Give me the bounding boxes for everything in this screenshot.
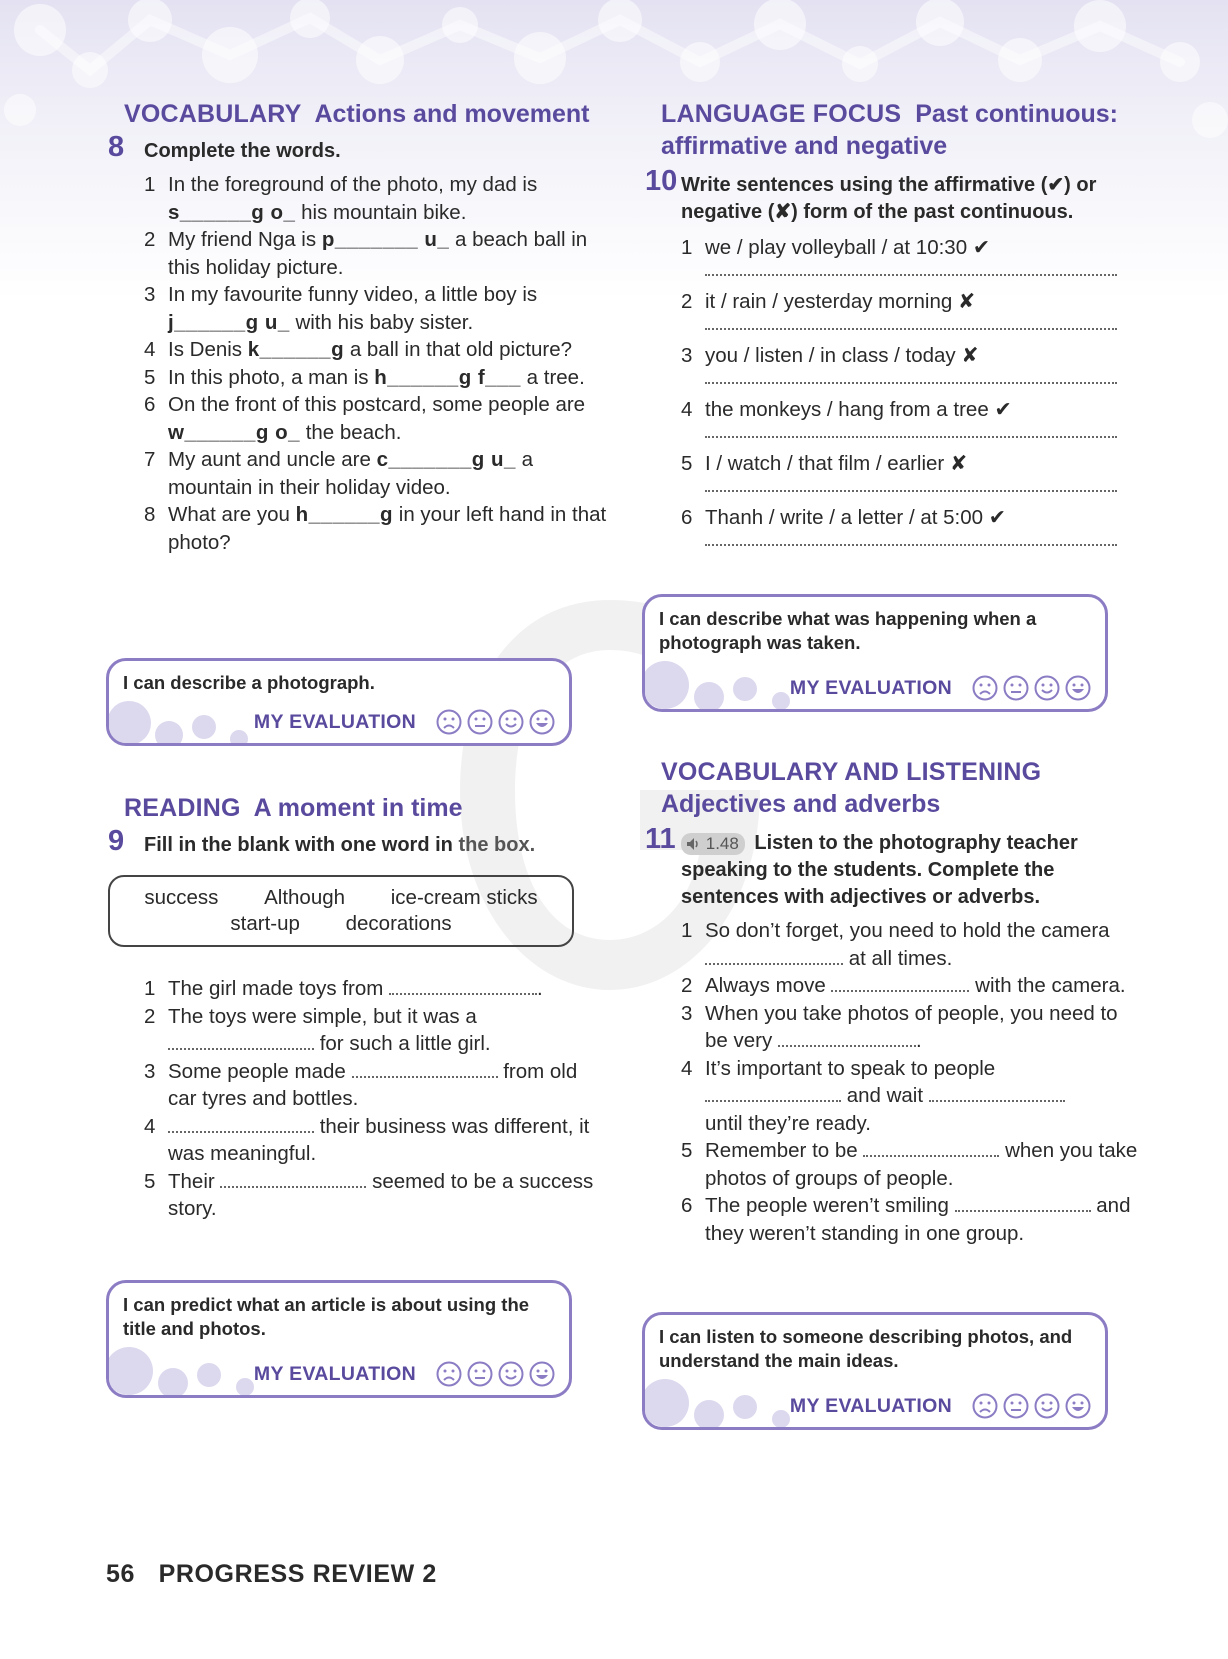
list-item bbox=[681, 504, 1145, 558]
item-text: In the foreground of the photo, my dad is bbox=[168, 173, 538, 196]
item-text: So don’t forget, you need to hold the camera bbox=[705, 919, 1110, 942]
item-number: 7 bbox=[144, 448, 156, 471]
vocab-listening-section bbox=[645, 756, 1145, 1247]
item-number: 3 bbox=[681, 344, 693, 367]
word-gap-field[interactable]: k______g bbox=[247, 338, 345, 361]
item-text: . bbox=[915, 1029, 922, 1052]
item-text: What are you bbox=[168, 503, 290, 526]
item-text: It’s important to speak to people bbox=[705, 1056, 996, 1080]
item-number: 4 bbox=[681, 1056, 693, 1080]
answer-blank[interactable] bbox=[929, 1084, 1065, 1102]
item-text: When you take photos of people, you need to be very bbox=[705, 1001, 1118, 1052]
evaluation-faces bbox=[436, 1361, 555, 1387]
box-word: decorations bbox=[345, 912, 452, 935]
item-text: seemed to be a success story. bbox=[168, 1169, 594, 1220]
item-number: 2 bbox=[144, 1004, 156, 1028]
item-text: Always move bbox=[705, 974, 826, 997]
item-text: the beach. bbox=[305, 420, 402, 444]
can-do-statement: I can listen to someone describing photos, and understand the main ideas. bbox=[659, 1326, 1073, 1371]
answer-line[interactable] bbox=[705, 544, 1117, 546]
item-number: 2 bbox=[681, 974, 693, 997]
item-number: 5 bbox=[681, 452, 693, 475]
item-text: with the camera. bbox=[975, 974, 1126, 997]
item-text: Their bbox=[168, 1169, 215, 1193]
section-topic-line2: affirmative and negative bbox=[661, 132, 948, 160]
big-smile-face-icon[interactable] bbox=[1065, 675, 1091, 701]
audio-track-button[interactable] bbox=[681, 833, 745, 855]
word-gap-field[interactable]: h______g f___ bbox=[374, 365, 521, 389]
item-number: 2 bbox=[144, 228, 156, 251]
evaluation-faces bbox=[436, 709, 555, 735]
list-item bbox=[681, 917, 1145, 972]
neutral-face-icon[interactable] bbox=[467, 1361, 493, 1387]
item-text: In my favourite funny video, a little boy is bbox=[168, 283, 538, 306]
smile-face-icon[interactable] bbox=[498, 1361, 524, 1387]
big-smile-face-icon[interactable] bbox=[529, 709, 555, 735]
list-item bbox=[681, 288, 1145, 342]
list-item bbox=[681, 1055, 1145, 1138]
section-topic: Past continuous: bbox=[915, 100, 1119, 128]
section-category: LANGUAGE FOCUS bbox=[661, 100, 902, 128]
item-number: 5 bbox=[144, 1169, 156, 1193]
list-item bbox=[681, 1137, 1145, 1192]
item-text: a beach ball in this holiday picture. bbox=[168, 228, 588, 279]
list-item bbox=[681, 234, 1145, 288]
item-text: In this photo, a man is bbox=[168, 365, 369, 389]
sad-face-icon[interactable] bbox=[972, 675, 998, 701]
list-item bbox=[144, 446, 608, 501]
word-gap-field[interactable]: h______g bbox=[295, 503, 394, 526]
list-item bbox=[681, 396, 1145, 450]
box-word: success bbox=[144, 886, 219, 909]
item-text: a mountain in their holiday video. bbox=[168, 448, 534, 499]
left-column bbox=[108, 98, 608, 556]
exercise-10-items bbox=[645, 234, 1145, 558]
item-number: 5 bbox=[144, 365, 156, 389]
item-text: a tree. bbox=[526, 365, 585, 389]
section-topic: A moment in time bbox=[253, 794, 463, 822]
list-item bbox=[144, 171, 608, 226]
list-item bbox=[144, 1168, 608, 1223]
evaluation-faces bbox=[972, 1393, 1091, 1419]
neutral-face-icon[interactable] bbox=[1003, 675, 1029, 701]
answer-blank[interactable] bbox=[831, 974, 969, 992]
item-number: 4 bbox=[144, 338, 156, 361]
item-text: in your left hand in that photo? bbox=[168, 503, 607, 554]
smile-face-icon[interactable] bbox=[498, 709, 524, 735]
answer-line[interactable] bbox=[705, 490, 1117, 492]
item-number: 6 bbox=[681, 1194, 693, 1217]
item-prompt: Thanh / write / a letter / at 5:00 bbox=[705, 506, 984, 529]
smile-face-icon[interactable] bbox=[1034, 1393, 1060, 1419]
sad-face-icon[interactable] bbox=[436, 709, 462, 735]
list-item bbox=[681, 972, 1145, 1000]
list-item bbox=[144, 501, 608, 556]
item-text: . bbox=[537, 977, 543, 1000]
vocabulary-section-heading bbox=[108, 98, 608, 130]
exercise-instruction: Write sentences using the affirmative (✔) or negative (✘) form of the past continuous. bbox=[681, 174, 1097, 223]
answer-blank[interactable] bbox=[705, 947, 843, 965]
self-evaluation-box bbox=[106, 1280, 572, 1398]
section-topic: Actions and movement bbox=[314, 100, 590, 128]
list-item bbox=[144, 975, 608, 1003]
list-item bbox=[144, 1058, 608, 1113]
can-do-statement: I can describe a photograph. bbox=[123, 672, 375, 693]
cross-icon: ✘ bbox=[957, 290, 976, 313]
evaluation-label: MY EVALUATION bbox=[789, 676, 952, 699]
section-category: READING bbox=[124, 794, 241, 822]
item-number: 4 bbox=[681, 398, 693, 421]
box-word: Although bbox=[264, 886, 346, 909]
item-prompt: it / rain / yesterday morning bbox=[705, 290, 953, 313]
neutral-face-icon[interactable] bbox=[467, 709, 493, 735]
item-text: Is Denis bbox=[168, 338, 243, 361]
exercise-9-heading bbox=[108, 825, 608, 859]
item-text: until they’re ready. bbox=[705, 1111, 871, 1135]
answer-line[interactable] bbox=[705, 274, 1117, 276]
item-text: for such a little girl. bbox=[319, 1032, 491, 1055]
sad-face-icon[interactable] bbox=[972, 1393, 998, 1419]
word-gap-field[interactable]: w______g o_ bbox=[168, 420, 300, 444]
answer-blank[interactable] bbox=[778, 1029, 916, 1047]
item-text: The toys were simple, but it was a bbox=[168, 1004, 477, 1028]
exercise-instruction: Listen to the photography teacher speaking to the students. Complete the sentences with adjectives or adverbs. bbox=[681, 832, 1078, 908]
box-word: ice-cream sticks bbox=[390, 886, 538, 909]
box-word: start-up bbox=[230, 912, 300, 935]
item-text: from old car tyres and bottles. bbox=[168, 1059, 578, 1110]
item-text: his mountain bike. bbox=[301, 200, 467, 224]
item-prompt: you / listen / in class / today bbox=[705, 344, 956, 367]
exercise-11-items bbox=[645, 917, 1145, 1247]
item-number: 8 bbox=[144, 503, 156, 526]
right-column bbox=[645, 98, 1145, 558]
big-smile-face-icon[interactable] bbox=[529, 1361, 555, 1387]
self-evaluation-box bbox=[106, 658, 572, 746]
exercise-instruction: Complete the words. bbox=[144, 140, 341, 162]
exercise-number: 10 bbox=[645, 165, 678, 197]
page-footer bbox=[106, 1560, 437, 1589]
item-text: My friend Nga is bbox=[168, 228, 317, 251]
item-number: 2 bbox=[681, 290, 693, 313]
evaluation-label: MY EVALUATION bbox=[253, 710, 416, 733]
self-evaluation-box bbox=[642, 1312, 1108, 1430]
answer-blank[interactable] bbox=[863, 1139, 999, 1157]
evaluation-label: MY EVALUATION bbox=[253, 1362, 416, 1385]
item-text: their business was different, it was meaningful. bbox=[168, 1114, 590, 1165]
word-box bbox=[108, 875, 574, 947]
item-number: 6 bbox=[681, 506, 693, 529]
exercise-10-heading bbox=[645, 165, 1145, 226]
exercise-instruction: Fill in the blank with one word in bbox=[144, 834, 453, 856]
evaluation-faces bbox=[972, 675, 1091, 701]
exercise-number: 9 bbox=[108, 825, 125, 857]
item-prompt: I / watch / that film / earlier bbox=[705, 452, 945, 475]
language-focus-heading bbox=[645, 98, 1145, 162]
sad-face-icon[interactable] bbox=[436, 1361, 462, 1387]
cross-icon: ✘ bbox=[949, 452, 968, 475]
answer-blank[interactable] bbox=[389, 977, 537, 995]
item-number: 4 bbox=[144, 1114, 156, 1138]
item-text: On the front of this postcard, some people are bbox=[168, 393, 586, 416]
item-text: a ball in that old picture? bbox=[349, 338, 573, 361]
word-gap-field[interactable]: j______g u_ bbox=[168, 310, 290, 334]
vocab-listening-heading bbox=[645, 756, 1145, 820]
speaker-icon bbox=[685, 836, 701, 852]
item-number: 1 bbox=[144, 173, 156, 196]
item-text: and they weren’t standing in one group. bbox=[705, 1194, 1131, 1245]
answer-blank[interactable] bbox=[705, 1084, 841, 1102]
can-do-statement: I can describe what was happening when a photograph was taken. bbox=[659, 608, 1037, 653]
list-item bbox=[144, 281, 608, 336]
item-number: 1 bbox=[144, 977, 156, 1000]
item-number: 3 bbox=[144, 1059, 156, 1083]
section-category: VOCABULARY bbox=[124, 100, 302, 128]
item-text: Remember to be bbox=[705, 1139, 858, 1162]
list-item bbox=[144, 226, 608, 281]
answer-blank[interactable] bbox=[352, 1060, 498, 1078]
section-category: VOCABULARY AND LISTENING bbox=[661, 758, 1042, 786]
word-gap-field[interactable]: c_______g u_ bbox=[376, 448, 516, 471]
big-smile-face-icon[interactable] bbox=[1065, 1393, 1091, 1419]
word-gap-field[interactable]: p_______ u_ bbox=[321, 228, 450, 251]
item-prompt: the monkeys / hang from a tree bbox=[705, 398, 989, 421]
exercise-8-heading bbox=[108, 131, 608, 165]
answer-blank[interactable] bbox=[168, 1032, 314, 1050]
tick-icon: ✔ bbox=[972, 236, 990, 259]
answer-line[interactable] bbox=[705, 328, 1117, 330]
reading-section bbox=[108, 792, 608, 1223]
list-item bbox=[681, 1192, 1145, 1247]
exercise-9-items bbox=[108, 975, 608, 1223]
answer-line[interactable] bbox=[705, 436, 1117, 438]
item-number: 5 bbox=[681, 1139, 693, 1162]
tick-icon: ✔ bbox=[988, 506, 1006, 529]
list-item bbox=[681, 1000, 1145, 1055]
item-text: My aunt and uncle are bbox=[168, 448, 371, 471]
answer-blank[interactable] bbox=[220, 1170, 366, 1188]
list-item bbox=[144, 1003, 608, 1058]
item-text: Some people made bbox=[168, 1059, 346, 1083]
item-prompt: we / play volleyball / at 10:30 bbox=[705, 236, 968, 259]
neutral-face-icon[interactable] bbox=[1003, 1393, 1029, 1419]
self-evaluation-box bbox=[642, 594, 1108, 712]
exercise-number: 8 bbox=[108, 131, 125, 163]
item-number: 6 bbox=[144, 393, 156, 416]
tick-icon: ✔ bbox=[994, 398, 1012, 421]
item-text: when you take photos of groups of people. bbox=[705, 1139, 1138, 1190]
answer-line[interactable] bbox=[705, 382, 1117, 384]
list-item bbox=[681, 450, 1145, 504]
item-text: and wait bbox=[846, 1084, 924, 1107]
exercise-number: 11 bbox=[645, 823, 676, 855]
list-item bbox=[144, 336, 608, 364]
smile-face-icon[interactable] bbox=[1034, 675, 1060, 701]
item-text: The girl made toys from bbox=[168, 977, 384, 1000]
item-number: 3 bbox=[681, 1001, 693, 1025]
audio-track-number: 1.48 bbox=[705, 833, 739, 853]
word-gap-field[interactable]: s______g o_ bbox=[168, 200, 296, 224]
footer-title: PROGRESS REVIEW 2 bbox=[158, 1560, 437, 1588]
can-do-statement: I can predict what an article is about using the title and photos. bbox=[123, 1294, 530, 1339]
answer-blank[interactable] bbox=[168, 1115, 314, 1133]
item-text: at all times. bbox=[848, 946, 953, 970]
page-number: 56 bbox=[106, 1560, 136, 1588]
list-item bbox=[144, 391, 608, 446]
item-text: with his baby sister. bbox=[295, 310, 474, 334]
answer-blank[interactable] bbox=[955, 1194, 1091, 1212]
exercise-instruction-tail: the box. bbox=[458, 834, 536, 856]
exercise-11-heading bbox=[645, 823, 1145, 911]
section-topic: Adjectives and adverbs bbox=[661, 790, 941, 818]
cross-icon: ✘ bbox=[961, 344, 979, 367]
item-number: 1 bbox=[681, 236, 693, 259]
list-item bbox=[144, 1113, 608, 1168]
exercise-8-items bbox=[108, 171, 608, 556]
item-number: 3 bbox=[144, 283, 156, 306]
reading-section-heading bbox=[108, 792, 608, 824]
item-text: The people weren’t smiling bbox=[705, 1194, 949, 1217]
evaluation-label: MY EVALUATION bbox=[789, 1394, 952, 1417]
list-item bbox=[144, 364, 608, 392]
list-item bbox=[681, 342, 1145, 396]
item-number: 1 bbox=[681, 919, 693, 942]
